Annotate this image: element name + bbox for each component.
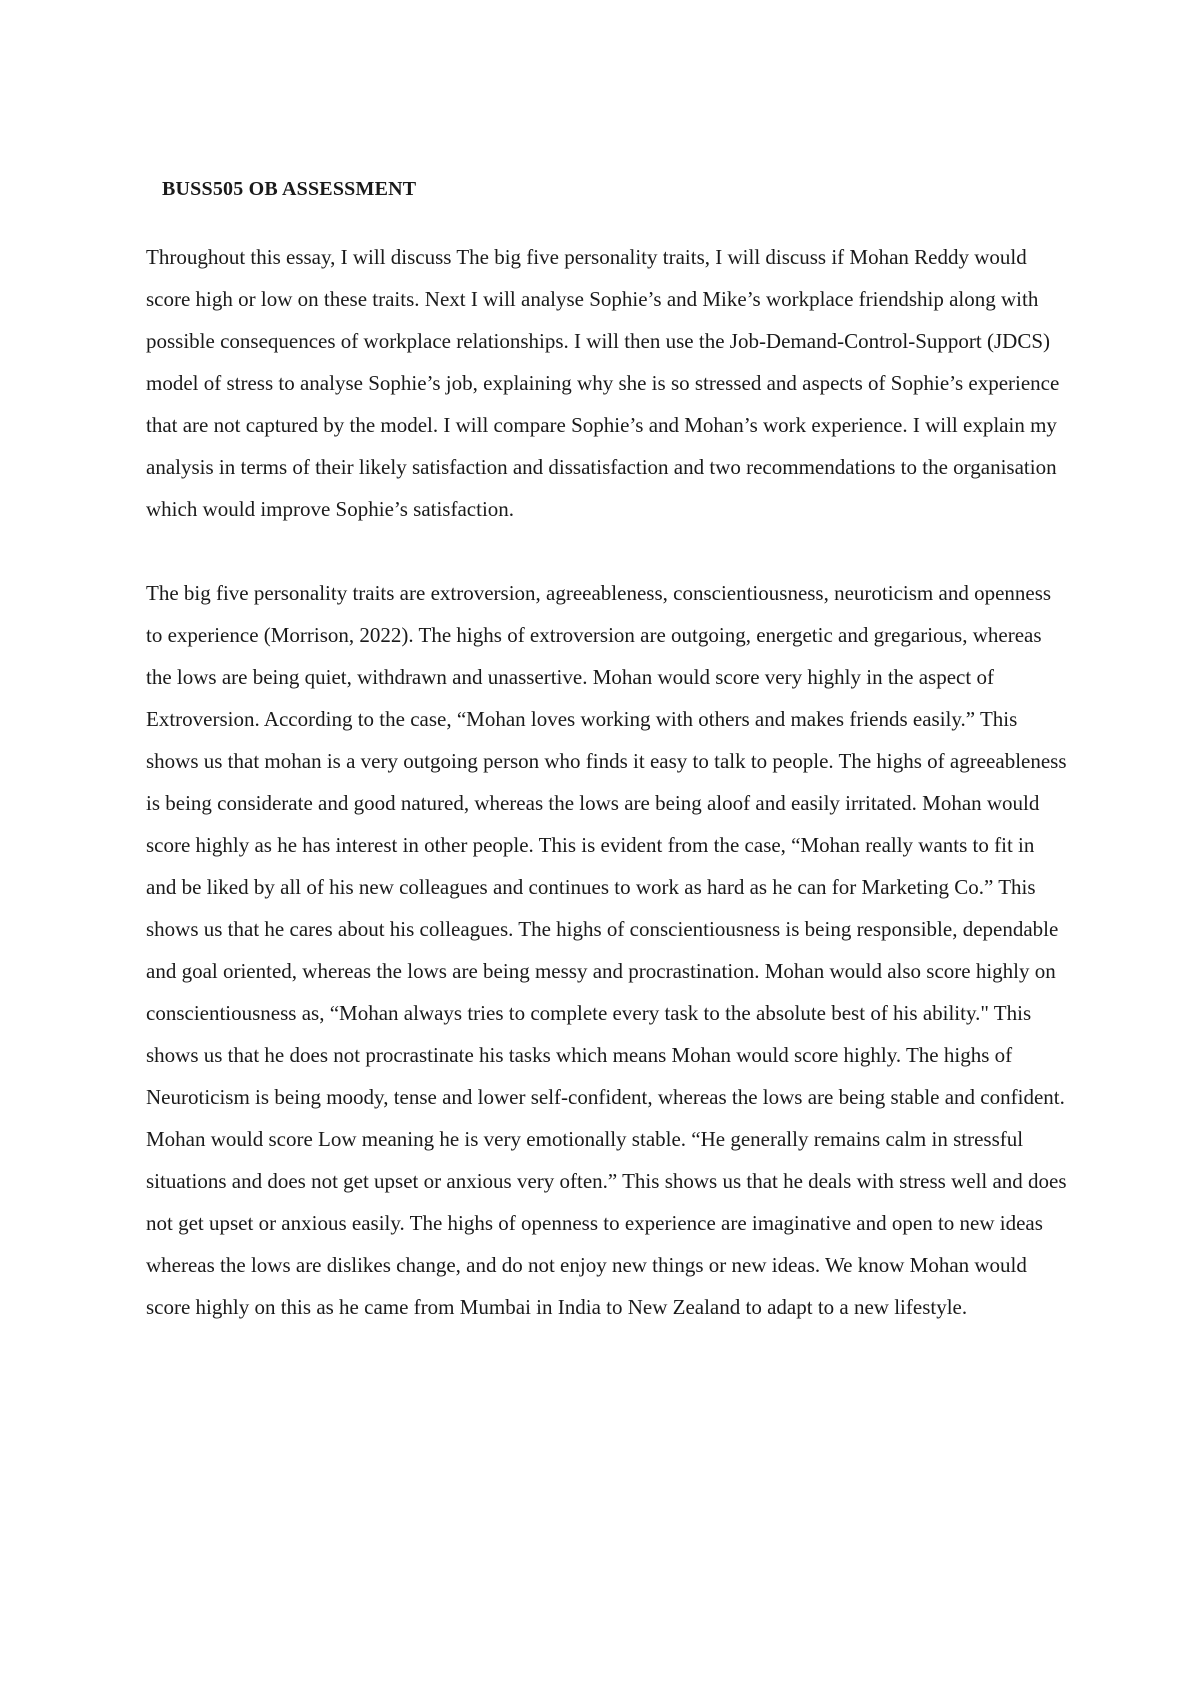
document-title: BUSS505 OB ASSESSMENT <box>162 178 417 200</box>
paragraph-big-five-traits: The big five personality traits are extroversion, agreeableness, conscientiousness, neuroticism and openness to experience (Morrison, 2022). The highs of extroversion are outgoing, energetic and gregarious, whereas the lows are being quiet, withdrawn and unassertive. Mohan would score very highly in the aspect of Extroversion. According to the case, “Mohan loves working with others and makes friends easily.” This shows us that mohan is a very outgoing person who finds it easy to talk to people. The highs of agreeableness is being considerate and good natured, whereas the lows are being aloof and easily irritated. Mohan would score highly as he has interest in other people. This is evident from the case, “Mohan really wants to fit in and be liked by all of his new colleagues and continues to work as hard as he can for Marketing Co.” This shows us that he cares about his colleagues. The highs of conscientiousness is being responsible, dependable and goal oriented, whereas the lows are being messy and procrastination. Mohan would also score highly on conscientiousness as, “Mohan always tries to complete every task to the absolute best of his ability." This shows us that he does not procrastinate his tasks which means Mohan would score highly. The highs of Neuroticism is being moody, tense and lower self-confident, whereas the lows are being stable and confident. Mohan would score Low meaning he is very emotionally stable. “He generally remains calm in stressful situations and does not get upset or anxious very often.” This shows us that he deals with stress well and does not get upset or anxious easily. The highs of openness to experience are imaginative and open to new ideas whereas the lows are dislikes change, and do not enjoy new things or new ideas. We know Mohan would score highly on this as he came from Mumbai in India to New Zealand to adapt to a new lifestyle. <box>146 581 1067 1319</box>
paragraph-introduction: Throughout this essay, I will discuss The big five personality traits, I will discuss if Mohan Reddy would score high or low on these traits. Next I will analyse Sophie’s and Mike’s workplace friendship along with possible consequences of workplace relationships. I will then use the Job-Demand-Control-Support (JDCS) model of stress to analyse Sophie’s job, explaining why she is so stressed and aspects of Sophie’s experience that are not captured by the model. I will compare Sophie’s and Mohan’s work experience. I will explain my analysis in terms of their likely satisfaction and dissatisfaction and two recommendations to the organisation which would improve Sophie’s satisfaction. <box>146 245 1060 521</box>
